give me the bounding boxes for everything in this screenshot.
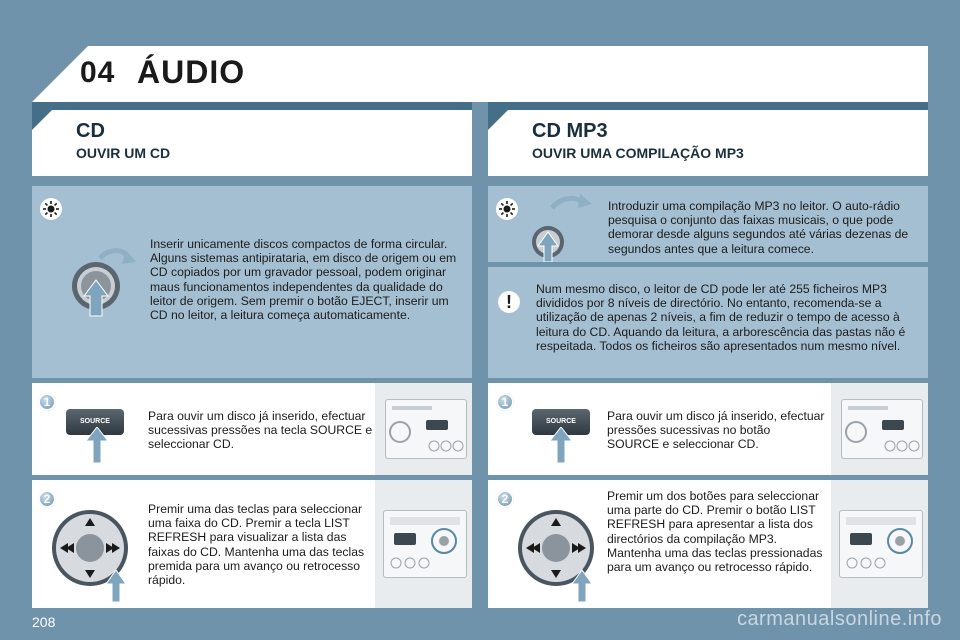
navigation-pad-icon — [50, 492, 134, 602]
radio-unit — [383, 510, 467, 578]
step-number-badge: 1 — [496, 393, 514, 411]
left-section-header — [32, 110, 472, 176]
radio-panel-illustration — [831, 383, 928, 475]
left-intro-panel — [32, 186, 472, 378]
step-number-badge: 2 — [38, 490, 56, 508]
press-arrow-icon — [84, 427, 110, 463]
press-arrow-icon — [548, 427, 574, 463]
section-subtitle: OUVIR UMA COMPILAÇÃO MP3 — [532, 145, 744, 161]
radio-unit — [385, 399, 467, 459]
radio-panel-illustration — [375, 480, 472, 608]
eject-knob-icon — [60, 240, 140, 320]
radio-unit — [841, 399, 923, 459]
eject-knob-icon — [528, 188, 604, 262]
note-text: Num mesmo disco, o leitor de CD pode ler até 255 ficheiros MP3 divididos por 8 níveis de directório. No entanto, recomenda-se a utilização de apenas 2 níveis, a fim de reduzir o tempo de acesso à leitura do CD. Aquando da leitura, a arborescência das pastas não é respeitada. Todos os ficheiros são apresentados num mesmo nível. — [536, 282, 906, 353]
divider-band — [488, 102, 928, 110]
step-text: Premir um dos botões para seleccionar uma parte do CD. Premir o botão LIST REFRESH para apresentar a lista dos directórios da compilação MP3. Mantenha uma das teclas pressionadas para um avanço ou retrocesso rápido. — [607, 489, 823, 575]
source-button: SOURCE — [66, 409, 124, 435]
page-number: 208 — [32, 614, 56, 630]
section-subtitle: OUVIR UM CD — [76, 145, 171, 161]
header-corner — [488, 110, 508, 130]
light-icon — [40, 198, 62, 220]
radio-unit — [839, 510, 923, 578]
step-number-badge: 1 — [38, 393, 56, 411]
chapter-number: 04 — [80, 56, 116, 89]
source-button: SOURCE — [532, 409, 590, 435]
step-text: Premir uma das teclas para seleccionar uma faixa do CD. Premir a tecla LIST REFRESH para visualizar a lista das faixas do CD. Mantenha uma das teclas premida para um avanço ou retrocesso rápido. — [148, 502, 365, 588]
section-title: CD MP3 — [532, 120, 608, 142]
warning-icon: ! — [498, 291, 520, 313]
navigation-pad-icon — [516, 492, 600, 602]
header-corner — [32, 110, 52, 130]
radio-panel-illustration — [375, 383, 472, 475]
light-icon — [496, 198, 518, 220]
left-step2-panel — [32, 480, 472, 608]
left-step1-panel — [32, 383, 472, 475]
watermark: carmanualsonline.info — [736, 608, 942, 630]
right-intro-panel — [488, 186, 928, 262]
chapter-title: ÁUDIO — [137, 54, 246, 90]
right-section-header — [488, 110, 928, 176]
step-text: Para ouvir um disco já inserido, efectuar pressões sucessivas no botão SOURCE e seleccionar CD. — [607, 409, 825, 452]
right-step1-panel — [488, 383, 928, 475]
right-step2-panel — [488, 480, 928, 608]
step-number-badge: 2 — [496, 490, 514, 508]
radio-panel-illustration — [831, 480, 928, 608]
step-text: Para ouvir um disco já inserido, efectuar sucessivas pressões na tecla SOURCE e seleccionar CD. — [148, 409, 373, 452]
intro-text: Introduzir uma compilação MP3 no leitor. O auto-rádio pesquisa o conjunto das faixas musicais, o que pode demorar desde alguns segundos até várias dezenas de segundos antes que a leitura comece. — [608, 199, 909, 256]
right-note-panel — [488, 267, 928, 378]
section-title: CD — [76, 120, 105, 142]
intro-text: Inserir unicamente discos compactos de forma circular. Alguns sistemas antipirataria, em disco de origem ou em CD copiados por um gravador pessoal, podem originar maus funcionamentos independentes da qualidade do leitor de origem. Sem premir o botão EJECT, inserir um CD no leitor, a leitura começa automaticamente. — [150, 237, 457, 323]
divider-band — [32, 102, 472, 110]
